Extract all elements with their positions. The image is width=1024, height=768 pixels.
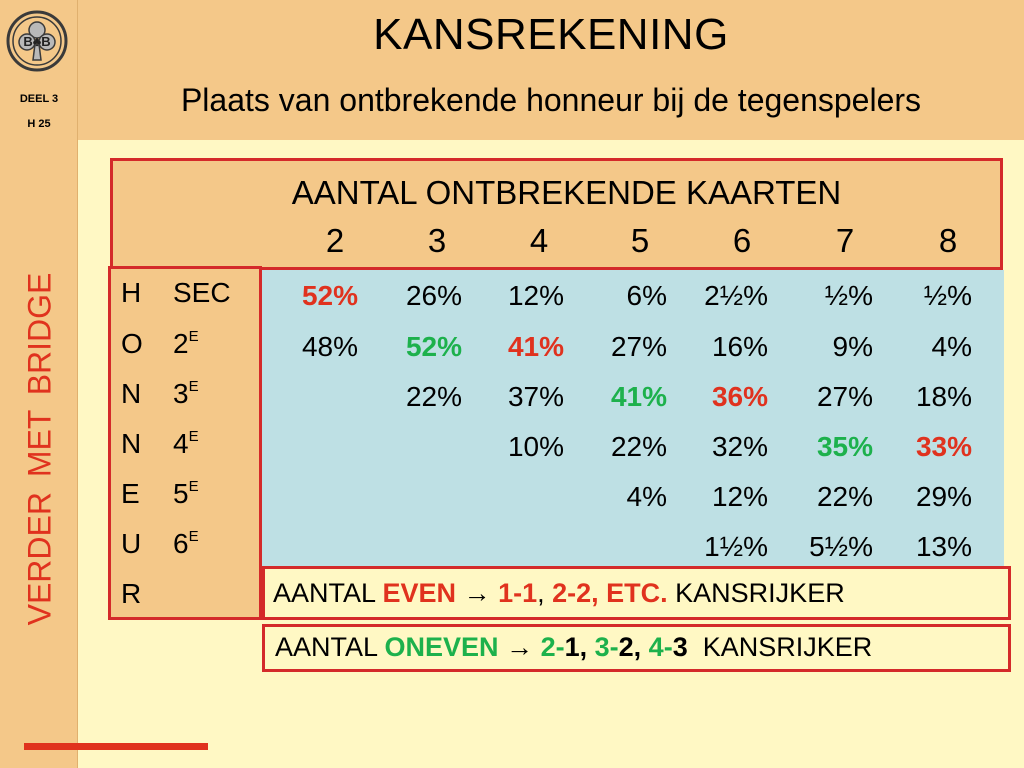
even-rule-text: , [537, 578, 553, 608]
odd-rule-text: AANTAL [275, 632, 385, 662]
table-cell: 5½% [809, 531, 873, 562]
honneur-letter: O [121, 328, 143, 359]
accent-line [24, 743, 208, 750]
table-cell: 9% [832, 331, 873, 362]
table-cell: 22% [405, 381, 462, 412]
honneur-row [121, 277, 231, 309]
even-rule-text: KANSRIJKER [667, 578, 845, 608]
deel-label: DEEL 3 [19, 93, 59, 105]
odd-rule-text: 4- [641, 632, 673, 662]
table-cell: ½% [923, 280, 972, 311]
honneur-superscript: E [188, 328, 199, 345]
table-cell: 32% [711, 431, 768, 462]
arrow-icon: → [456, 578, 499, 608]
even-rule-text: 2-2, ETC. [552, 578, 668, 608]
table-cell: 16% [711, 331, 768, 362]
missing-cards-header [110, 158, 1003, 270]
odd-rule-text: 2, [618, 632, 642, 662]
honneur-letter: N [121, 428, 142, 459]
table-cell: 29% [915, 481, 972, 512]
table-cell: 27% [816, 381, 873, 412]
chapter-label: H 25 [27, 118, 51, 130]
title-bar [78, 0, 1024, 140]
arrow-icon: → [498, 632, 541, 662]
column-number: 2 [325, 222, 345, 259]
honneur-label: 4 [173, 428, 189, 459]
honneur-row [121, 578, 173, 610]
honneur-letter: N [121, 378, 142, 409]
probability-table [262, 270, 1004, 566]
honneur-label: 6 [173, 528, 189, 559]
honneur-letter: U [121, 528, 142, 559]
vertical-brand-text: VERDER MET BRIDGE [21, 272, 58, 626]
column-number: 5 [630, 222, 650, 259]
table-cell: 33% [915, 431, 972, 462]
honneur-label: SEC [173, 277, 231, 308]
honneur-row [121, 528, 199, 560]
even-rule-text: EVEN [382, 578, 457, 608]
honneur-label: 3 [173, 378, 189, 409]
honneur-superscript: E [188, 528, 199, 545]
table-cell: 27% [610, 331, 667, 362]
honneur-superscript: E [188, 428, 199, 445]
table-cell: 12% [507, 280, 564, 311]
odd-rule-text: 1, [564, 632, 588, 662]
table-cell: 48% [301, 331, 358, 362]
honneur-column [108, 266, 262, 620]
honneur-row [121, 428, 199, 460]
even-rule [262, 566, 1011, 620]
club-suit-icon [6, 10, 68, 72]
column-number: 3 [427, 222, 447, 259]
honneur-superscript: E [188, 378, 199, 395]
odd-rule-text: 3 [672, 632, 688, 662]
table-cell: 18% [915, 381, 972, 412]
honneur-superscript: E [188, 478, 199, 495]
odd-rule-text: KANSRIJKER [687, 632, 873, 662]
table-cell: 22% [816, 481, 873, 512]
honneur-label: 2 [173, 328, 189, 359]
table-cell: 35% [816, 431, 873, 462]
table-cell: 4% [931, 331, 972, 362]
header-title: AANTAL ONTBREKENDE KAARTEN [291, 174, 842, 211]
column-number: 4 [529, 222, 549, 259]
table-cell: ½% [824, 280, 873, 311]
table-cell: 4% [626, 481, 667, 512]
even-rule-text: AANTAL [273, 578, 383, 608]
column-number: 8 [938, 222, 958, 259]
honneur-row [121, 328, 199, 360]
table-cell: 12% [711, 481, 768, 512]
column-number: 6 [732, 222, 752, 259]
table-cell: 26% [405, 280, 462, 311]
table-cell: 10% [507, 431, 564, 462]
honneur-row [121, 478, 199, 510]
honneur-label: 5 [173, 478, 189, 509]
table-cell: 6% [626, 280, 667, 311]
table-cell: 36% [711, 381, 768, 412]
table-cell: 1½% [704, 531, 768, 562]
odd-rule [262, 624, 1011, 672]
table-cell: 22% [610, 431, 667, 462]
page-subtitle: Plaats van ontbrekende honneur bij de tegenspelers [180, 82, 922, 118]
odd-rule-text: 2- [540, 632, 565, 662]
even-rule-text: 1-1 [498, 578, 538, 608]
odd-rule-text: ONEVEN [384, 632, 499, 662]
honneur-row [121, 378, 199, 410]
table-cell: 41% [507, 331, 564, 362]
table-cell: 52% [301, 280, 358, 311]
sidebar [0, 0, 78, 768]
table-cell: 52% [405, 331, 462, 362]
table-cell: 2½% [704, 280, 768, 311]
column-number: 7 [835, 222, 855, 259]
table-cell: 41% [610, 381, 667, 412]
honneur-letter: H [121, 277, 142, 308]
logo-text: B♣B [23, 34, 51, 49]
honneur-letter: E [121, 478, 140, 509]
page-title: KANSREKENING [373, 10, 729, 59]
table-cell: 37% [507, 381, 564, 412]
odd-rule-text: 3- [587, 632, 619, 662]
honneur-letter: R [121, 578, 142, 609]
table-cell: 13% [915, 531, 972, 562]
